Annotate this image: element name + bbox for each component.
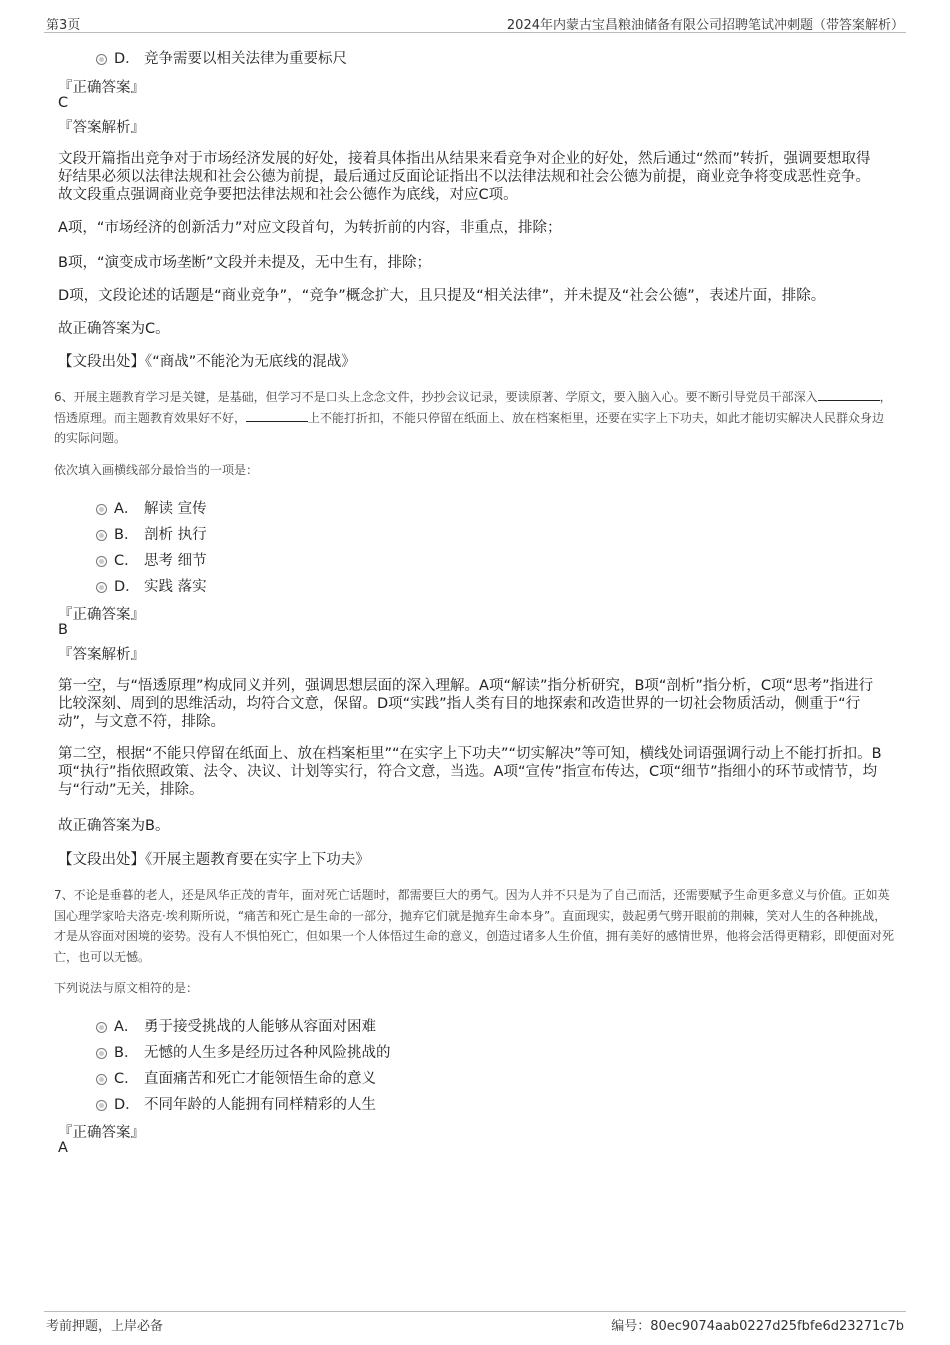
q6-analysis-paragraph: 第二空，根据“不能只停留在纸面上、放在档案柜里”“在实字上下功夫”“切实解决”等可知，横线处词语强调行动上不能打折扣。B项“执行”指依照政策、法令、决议、计划等实行，符合文意，当选。A项“宣传”指宣布传达，C项“细节”指细小的环节或情节，均与“行动”无关，排除。 bbox=[58, 746, 882, 798]
fill-blank bbox=[246, 409, 308, 422]
q7-correct-answer: A bbox=[58, 1140, 68, 1156]
radio-icon[interactable] bbox=[96, 1048, 107, 1059]
q5-analysis-paragraph: B项，“演变成市场垄断”文段并未提及，无中生有，排除； bbox=[58, 255, 431, 271]
q5-source: 【文段出处】《“商战”不能沦为无底线的混战》 bbox=[58, 354, 356, 370]
page-footer bbox=[44, 1311, 906, 1336]
q7-prompt: 下列说法与原文相符的是： bbox=[54, 981, 199, 995]
q5-correct-label: 『正确答案』 bbox=[58, 80, 145, 96]
q5-analysis-paragraph: 文段开篇指出竞争对于市场经济发展的好处，接着具体指出从结果来看竞争对企业的好处，然后通过“然而”转折，强调要想取得好结果必须以法律法规和社会公德为前提，最后通过反面论证指出不以法律法规和社会公德为前提，商业竞争将变成恶性竞争。故文段重点强调商业竞争要把法律法规和社会公德作为底线，对应C项。 bbox=[58, 151, 871, 203]
q5-analysis-paragraph: D项，文段论述的话题是“商业竞争”，“竞争”概念扩大，且只提及“相关法律”，并未提及“社会公德”，表述片面，排除。 bbox=[58, 288, 826, 304]
radio-icon[interactable] bbox=[96, 1074, 107, 1085]
q5-analysis-paragraph: A项，“市场经济的创新活力”对应文段首句，为转折前的内容，非重点，排除； bbox=[58, 220, 562, 236]
q7-stem: 7、不论是垂暮的老人，还是风华正茂的青年，面对死亡话题时，都需要巨大的勇气。因为人并不只是为了自己而活，还需要赋予生命更多意义与价值。正如英国心理学家哈夫洛克·埃利斯所说，“痛苦和死亡是生命的一部分，抛弃它们就是抛弃生命本身”。直面现实，鼓起勇气劈开眼前的荆棘，笑对人生的各种挑战，才是从容面对困境的姿势。没有人不惧怕死亡，但如果一个人体悟过生命的意义，创造过诸多人生价值，拥有美好的感情世界，他将会活得更精彩，即便面对死亡，也可以无憾。 bbox=[54, 888, 895, 964]
radio-icon[interactable] bbox=[96, 582, 107, 593]
q5-analysis-paragraph: 故正确答案为C。 bbox=[58, 321, 170, 337]
q6-analysis-paragraph: 第一空，与“悟透原理”构成同义并列，强调思想层面的深入理解。A项“解读”指分析研究，B项“剖析”指分析，C项“思考”指进行比较深刻、周到的思维活动，均符合文意，保留。D项“实践”指人类有目的地探索和改造世界的一切社会物质活动，侧重于“行动”，与文意不符，排除。 bbox=[58, 678, 874, 730]
radio-icon[interactable] bbox=[96, 504, 107, 515]
q6-analysis-label: 『答案解析』 bbox=[58, 647, 145, 663]
q5-analysis-label: 『答案解析』 bbox=[58, 120, 145, 136]
fill-blank bbox=[818, 388, 880, 401]
q6-correct-label: 『正确答案』 bbox=[58, 607, 145, 623]
q7-correct-label: 『正确答案』 bbox=[58, 1125, 145, 1141]
q6-stem: 6、开展主题教育学习是关键，是基础，但学习不是口头上念念文件，抄抄会议记录，要读原著、学原文，要入脑入心。要不断引导党员干部深入 ，悟透原理。而主题教育效果好不好， 上不能打折扣，不能只停留在纸面上、放在档案柜里，还要在实字上下功夫，如此才能切实解决人民群众身边的实际问题。 bbox=[54, 390, 892, 445]
q5-correct-answer: C bbox=[58, 95, 69, 111]
q6-correct-answer: B bbox=[58, 622, 68, 638]
radio-icon[interactable] bbox=[96, 1022, 107, 1033]
document-code: 编号：80ec9074aab0227d25fbfe6d23271c7b bbox=[611, 1319, 904, 1334]
radio-icon[interactable] bbox=[96, 556, 107, 567]
page-number: 第3页 bbox=[46, 18, 81, 33]
q6-prompt: 依次填入画横线部分最恰当的一项是： bbox=[54, 463, 259, 477]
q6-analysis-paragraph: 故正确答案为B。 bbox=[58, 818, 170, 834]
q6-source: 【文段出处】《开展主题教育要在实字上下功夫》 bbox=[58, 852, 370, 868]
footer-slogan: 考前押题，上岸必备 bbox=[46, 1319, 164, 1334]
page-header bbox=[44, 12, 906, 33]
radio-icon[interactable] bbox=[96, 54, 107, 65]
document-title: 2024年内蒙古宝昌粮油储备有限公司招聘笔试冲刺题（带答案解析） bbox=[506, 18, 904, 33]
radio-icon[interactable] bbox=[96, 530, 107, 541]
radio-icon[interactable] bbox=[96, 1100, 107, 1111]
